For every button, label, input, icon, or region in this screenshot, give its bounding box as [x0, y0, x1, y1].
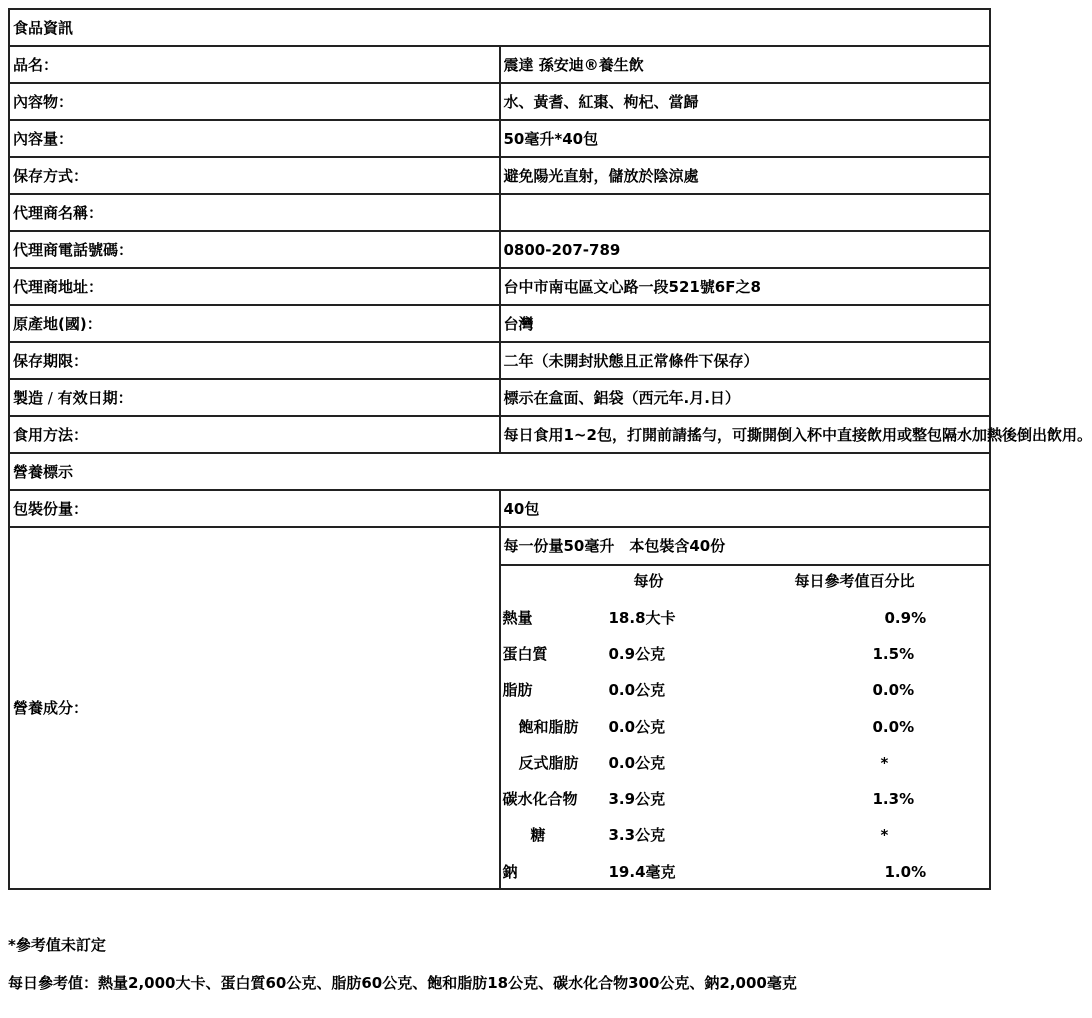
nutrition-header-row — [501, 568, 990, 594]
nutrient-name: 反式脂肪 — [518, 754, 579, 772]
table-row — [9, 120, 990, 157]
nutrient-daily-pct: 1.0% — [884, 863, 927, 881]
section-food-info-title: 食品資訊 — [9, 9, 990, 46]
date-label — [9, 379, 500, 416]
nutrition-item-row — [501, 822, 990, 848]
agent-address-value: 台中市南屯區文心路一段521號6F之8 — [500, 268, 991, 305]
nutrient-daily-pct: 1.3% — [872, 790, 915, 808]
table-row — [9, 83, 990, 120]
nutrient-name: 糖 — [530, 826, 546, 844]
date-value: 標示在盒面、鋁袋（西元年.月.日） — [500, 379, 991, 416]
nutrition-facts — [501, 528, 990, 888]
table-row — [9, 46, 990, 83]
agent-name-label: 代理商名稱： — [9, 194, 500, 231]
usage-value: 每日食用1~2包，打開前請搖勻，可撕開倒入杯中直接飲用或整包隔水加熱後倒出飲用。 — [500, 416, 991, 453]
serving-divider — [501, 564, 990, 566]
nutrient-name: 鈉 — [502, 863, 518, 881]
agent-address-label: 代理商地址： — [9, 268, 500, 305]
table-row — [9, 231, 990, 268]
footnote-undefined-reference: *參考值未訂定 — [8, 936, 106, 954]
section-header-row — [9, 453, 990, 490]
mfg-label: 製造 — [13, 388, 44, 407]
origin-value: 台灣 — [500, 305, 991, 342]
agent-name-value — [500, 194, 991, 231]
nutrient-name: 蛋白質 — [502, 645, 548, 663]
nutrition-row — [9, 527, 990, 889]
nutrition-item-row — [501, 859, 990, 885]
nutrient-per-serving: 3.9公克 — [608, 790, 666, 808]
agent-phone-value: 0800-207-789 — [500, 231, 991, 268]
package-servings-label: 包裝份量： — [9, 490, 500, 527]
storage-method-value: 避免陽光直射，儲放於陰涼處 — [500, 157, 991, 194]
ingredients-value: 水、黃耆、紅棗、枸杞、當歸 — [500, 83, 991, 120]
nutrition-label: 營養成分： — [9, 527, 500, 889]
usage-label: 食用方法： — [9, 416, 500, 453]
nutrient-name: 碳水化合物 — [502, 790, 578, 808]
section-nutrition-title: 營養標示 — [9, 453, 990, 490]
net-content-label: 內容量： — [9, 120, 500, 157]
agent-phone-label: 代理商電話號碼： — [9, 231, 500, 268]
package-servings-value: 40包 — [500, 490, 991, 527]
origin-label: 原產地(國)： — [9, 305, 500, 342]
serving-line-row — [501, 533, 990, 559]
nutrient-per-serving: 0.0公克 — [608, 754, 666, 772]
storage-method-label: 保存方式： — [9, 157, 500, 194]
footnote-daily-reference: 每日參考值：熱量2,000大卡、蛋白質60公克、脂肪60公克、飽和脂肪18公克、碳水化合物300公克、鈉2,000毫克 — [8, 974, 797, 992]
section-header-row — [9, 9, 990, 46]
nutrition-item-row — [501, 750, 990, 776]
table-row — [9, 268, 990, 305]
nutrient-per-serving: 0.0公克 — [608, 718, 666, 736]
table-row — [9, 194, 990, 231]
net-content-value: 50毫升*40包 — [500, 120, 991, 157]
serving-line: 每一份量50毫升 本包裝含40份 — [503, 537, 726, 555]
table-row — [9, 416, 990, 453]
nutrient-per-serving: 0.9公克 — [608, 645, 666, 663]
table-row — [9, 342, 990, 379]
nutrient-daily-pct: 1.5% — [872, 645, 915, 663]
nutrition-item-row — [501, 677, 990, 703]
table-row — [9, 157, 990, 194]
table-row — [9, 490, 990, 527]
nutrient-per-serving: 0.0公克 — [608, 681, 666, 699]
nutrient-daily-pct: * — [880, 754, 889, 772]
nutrition-item-row — [501, 605, 990, 631]
table-row — [9, 379, 990, 416]
nutrition-item-row — [501, 786, 990, 812]
nutrition-item-row — [501, 714, 990, 740]
nutrition-facts-cell — [500, 527, 991, 889]
food-info-sheet — [8, 8, 1092, 890]
col-daily-pct-header: 每日參考值百分比 — [794, 572, 915, 590]
shelf-life-value: 二年（未開封狀態且正常條件下保存） — [500, 342, 991, 379]
nutrient-daily-pct: 0.0% — [872, 718, 915, 736]
nutrient-daily-pct: * — [880, 826, 889, 844]
nutrient-daily-pct: 0.0% — [872, 681, 915, 699]
ingredients-label: 內容物： — [9, 83, 500, 120]
nutrient-daily-pct: 0.9% — [884, 609, 927, 627]
food-info-table — [8, 8, 1092, 890]
shelf-life-label: 保存期限： — [9, 342, 500, 379]
date-label-separator: / — [43, 388, 58, 407]
product-name-label: 品名： — [9, 46, 500, 83]
col-per-serving-header: 每份 — [633, 572, 664, 590]
nutrition-item-row — [501, 641, 990, 667]
nutrient-per-serving: 19.4毫克 — [608, 863, 676, 881]
nutrient-name: 熱量 — [502, 609, 533, 627]
table-row — [9, 305, 990, 342]
product-name-value: 震達 孫安迪®養生飲 — [500, 46, 991, 83]
nutrient-per-serving: 3.3公克 — [608, 826, 666, 844]
nutrient-name: 脂肪 — [502, 681, 533, 699]
expiry-label: 有效日期： — [57, 388, 133, 407]
nutrient-per-serving: 18.8大卡 — [608, 609, 676, 627]
nutrient-name: 飽和脂肪 — [518, 718, 579, 736]
